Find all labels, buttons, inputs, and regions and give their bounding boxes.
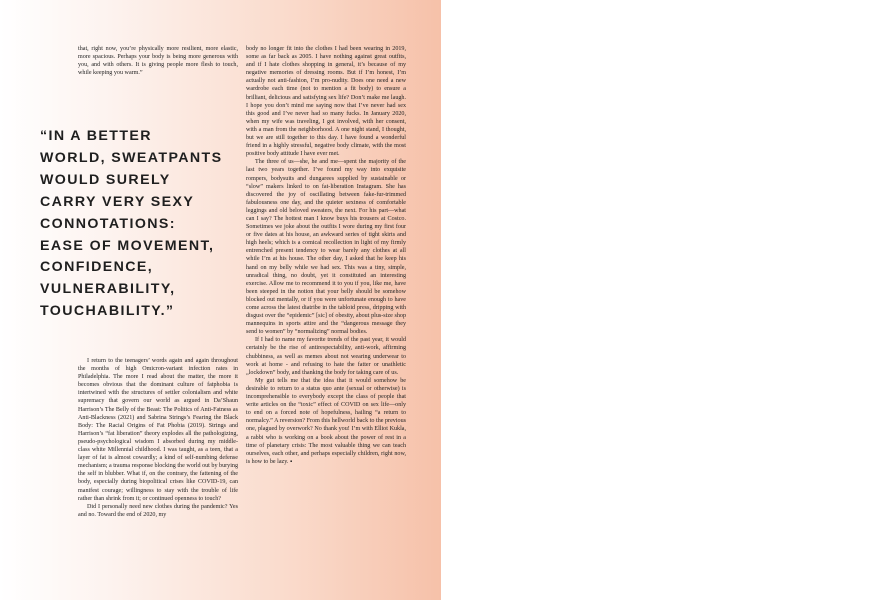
pull-quote-line: VULNERABILITY, — [40, 281, 176, 298]
right-paragraph-1: body no longer fit into the clothes I had been wearing in 2019, some as far back as 2005. I have nothing against great outfits, and if I hate clothes shopping in general, it’s because of my negative memories of dressing rooms. But if I’m honest, I’m actually not anti-fashion, I’m pro-nudity. Does one need a new wardrobe each time (not to mention a fit body) to ensure a brilliant, delicious and satisfying sex life? Don’t make me laugh. I hope you don’t mind me saying now that I’ve never had sex this good and I’ve never had so many fucks. In January 2020, when my wife was traveling, I got involved, with her consent, with a man from the neighborhood. A one night stand, I thought, but we are still together to this day. I have found a wonderful friend in a highly stressful, negative body climate, with the most positive body attitude I have ever met. — [246, 46, 406, 158]
left-top-paragraph-1: that, right now, you’re physically more resilient, more elastic, more spacious. Perhaps your body is being more generous with you, and with others. It is giving people more flesh to touch, while keeping you warm.” — [78, 46, 238, 77]
left-bottom-paragraph-2: Did I personally need new clothes during the pandemic? Yes and no. Toward the end of 2020, my — [78, 503, 238, 518]
pull-quote-line: “IN A BETTER — [40, 128, 152, 144]
pull-quote-line: CONFIDENCE, — [40, 259, 154, 276]
blank-facing-page — [441, 0, 884, 600]
pull-quote-line: EASE OF MOVEMENT, — [40, 237, 215, 254]
pull-quote-line: WOULD SURELY — [40, 171, 171, 188]
right-paragraph-4: My gut tells me that the idea that it would somehow be desirable to return to a status quo ante (sexual or otherwise) is incomprehensible to everybody except the class of people that write articles on the “toxic” effect of COVID on sex life—only to end on a forced note of hopefulness, hailing “a return to normalcy.” A reversion? From this hellworld back to the previous one, plagued by overwork? No thank you! I’m with Elliot Kukla, a rabbi who is working on a book about the power of rest in a time of planetary crisis: The most valuable thing we can teach ourselves, each other, and perhaps especially children, right now, is how to be lazy. ▪ — [246, 377, 406, 465]
right-paragraph-3: If I had to name my favorite trends of the past year, it would certainly be the rise of antirespectability, anti-work, affirming chubbiness, as well as memes about not wearing underwear to work at home - and refusing to hate the fatter or unathletic „lockdown” body, and thanking the body for taking care of us. — [246, 337, 406, 376]
pull-quote-line: CARRY VERY SEXY — [40, 193, 195, 210]
pull-quote — [40, 126, 240, 323]
right-column-text — [246, 45, 406, 466]
right-paragraph-2: The three of us—she, he and me—spent the majority of the last two years together. I’ve found my way into exquisite rompers, bodysuits and dungarees supplied by sustainable or “slow” makers linked to on fat-liberation Instagram. She has discovered the joy of oscillating between fake-fur-trimmed fabulousness one day, and the quieter sexiness of comfortable leggings and old beloved sweaters, the next. For his part—what can I say? The hottest man I know buys his trousers at Costco. Sometimes we joke about the outfits I wore during my first four or five dates at his house, an awkward series of tight skirts and high heels; which is a comical recollection in light of my firmly entrenched present tendency to wear barely any clothes at all while I’m at his house. The other day, I asked that he keep his hand on my belly while we had sex. This was a tiny, simple, unradical thing, no doubt, yet it constituted an interesting exercise. Allow me to recommend it to you if you, like me, have been steeped in the notion that your belly should be somehow blocked out mentally, or if you were unfortunate enough to have come across the latest diatribe in the tabloid press, dripping with disgust over the “epidemic” [sic] of obesity, about plus-size shop mannequins in sports attire and the “dangerous message they send to women” by “normalizing” normal bodies. — [246, 159, 406, 336]
magazine-page — [0, 0, 441, 600]
left-column-top-text — [78, 45, 238, 77]
pull-quote-line: CONNOTATIONS: — [40, 215, 176, 232]
left-bottom-paragraph-1: I return to the teenagers’ words again and again throughout the months of high Omicron-variant infection rates in Philadelphia. The more I read about the matter, the more it becomes obvious that the dominant culture of fatphobia is intertwined with the structures of settler colonialism and white supremacy that govern our world as argued in Da’Shaun Harrison’s The Belly of the Beast: The Politics of Anti-Fatness as Anti-Blackness (2021) and Sabrina Strings’s Fearing the Black Body: The Racial Origins of Fat Phobia (2019). Strings and Harrison’s “fat liberation” theory explodes all the pathologizing, pseudo-psychological wisdom I absorbed during my middle-class white Millennial childhood. I was taught, as a teen, that a layer of fat is almost cowardly; a kind of self-numbing defense mechanism; a trauma response blocking the world out by burying the self in blubber. What if, on the contrary, the fattening of the body, especially during biopolitical crises like COVID-19, can manifest courage; willingness to stay with the trouble of life rather than shrink from it; or continued openness to touch? — [78, 358, 238, 502]
pull-quote-line: TOUCHABILITY.” — [40, 303, 175, 320]
pull-quote-line: WORLD, SWEATPANTS — [40, 149, 223, 166]
left-column-bottom-text — [78, 357, 238, 519]
